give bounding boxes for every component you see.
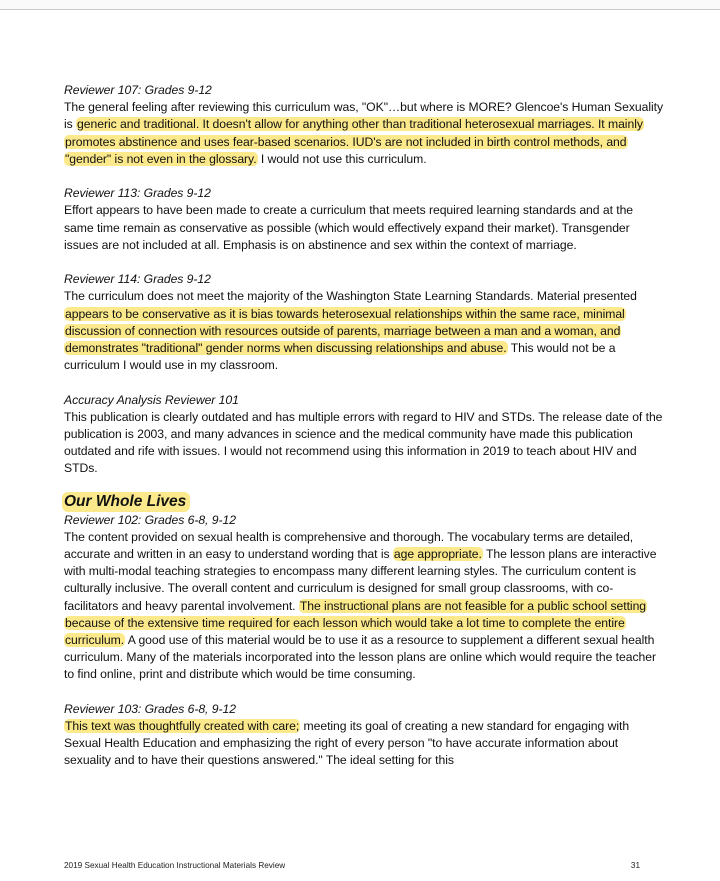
highlighted-text: generic and traditional. It doesn't allow for anything other than traditional heterosexual marriages. It mainly promotes abstinence and uses fear-based scenarios. IUD's are not included in birth control methods, and "gender" is not even in the glossary. (65, 117, 643, 166)
review-text (64, 100, 663, 166)
section-title: Our Whole Lives (62, 492, 190, 512)
review-text (64, 289, 637, 372)
review-block (64, 512, 664, 684)
review-text (64, 530, 656, 682)
document-page (64, 82, 664, 770)
review-block (64, 271, 664, 374)
review-text (64, 203, 633, 251)
body-text: Effort appears to have been made to create a curriculum that meets required learning standards and at the same time remain as conservative as possible (which would effectively expand their market). Transgender issues are not included at all. Emphasis is on abstinence and sex within the context of marriage. (64, 203, 634, 252)
body-text: A good use of this material would be to use it as a resource to supplement a different sexual health curriculum. Many of the materials incorporated into the lesson plans are online which would require the teacher to find online, print and distribute which would be time consuming. (64, 633, 656, 682)
body-text: The curriculum does not meet the majority of the Washington State Learning Standards. Material presented (64, 289, 637, 304)
review-text (64, 719, 629, 767)
page-footer (64, 861, 640, 870)
footer-title: 2019 Sexual Health Education Instructional Materials Review (64, 861, 286, 870)
body-text: I would not use this curriculum. (257, 151, 427, 166)
body-text: This publication is clearly outdated and has multiple errors with regard to HIV and STDs. The release date of the publication is 2003, and many advances in science and the medical community have made this publication outdated and rife with issues. I would not recommend using this information in 2019 to teach about HIV and STDs. (64, 409, 663, 476)
reviewer-heading: Reviewer 113: Grades 9-12 (64, 186, 211, 201)
viewer-top-edge (0, 0, 720, 10)
review-block (64, 701, 664, 770)
reviewer-heading: Reviewer 103: Grades 6-8, 9-12 (64, 701, 236, 716)
body-text: The lesson plans are interactive with multi-modal teaching strategies to encompass many different learning styles. The curriculum content is culturally inclusive. The overall content and curriculum is designed for small group classrooms, with co-facilitators and heavy parental involvement. (64, 547, 657, 613)
review-text (64, 410, 662, 476)
body-text: The content provided on sexual health is comprehensive and thorough. The vocabulary terms are detailed, accurate and written in an easy to understand wording that is (64, 529, 634, 562)
review-block (64, 392, 664, 478)
highlighted-text: This text was thoughtfully created with care; (65, 719, 300, 734)
highlighted-text: age appropriate. (393, 547, 482, 562)
reviewer-heading: Reviewer 107: Grades 9-12 (64, 83, 212, 97)
highlighted-text: appears to be conservative as it is bias towards heterosexual relationships within the same race, minimal discussion of connection with resources outside of parents, marriage between a man and a woman, and demonstrates "traditional" gender norms when discussing relationships and abuse. (65, 306, 625, 356)
reviews-top (64, 82, 664, 478)
highlighted-text: The instructional plans are not feasible for a public school setting because of the extensive time required for each lesson which would take a lot time to complete the entire curriculum. (65, 598, 647, 648)
reviewer-heading: Reviewer 102: Grades 6-8, 9-12 (64, 512, 236, 527)
body-text: The general feeling after reviewing this curriculum was, "OK"…but where is MORE? Glencoe's Human Sexuality is (64, 100, 664, 132)
review-block (64, 82, 664, 168)
body-text: meeting its goal of creating a new standard for engaging with Sexual Health Education and emphasizing the right of every person "to have accurate information about sexuality and to have their questions answered." The ideal setting for this (64, 719, 630, 768)
reviews-bottom (64, 512, 664, 770)
reviewer-heading: Accuracy Analysis Reviewer 101 (64, 392, 239, 407)
review-block (64, 185, 664, 254)
reviewer-heading: Reviewer 114: Grades 9-12 (64, 272, 211, 287)
body-text: This would not be a curriculum I would use in my classroom. (64, 341, 616, 373)
page-number: 31 (630, 861, 640, 870)
